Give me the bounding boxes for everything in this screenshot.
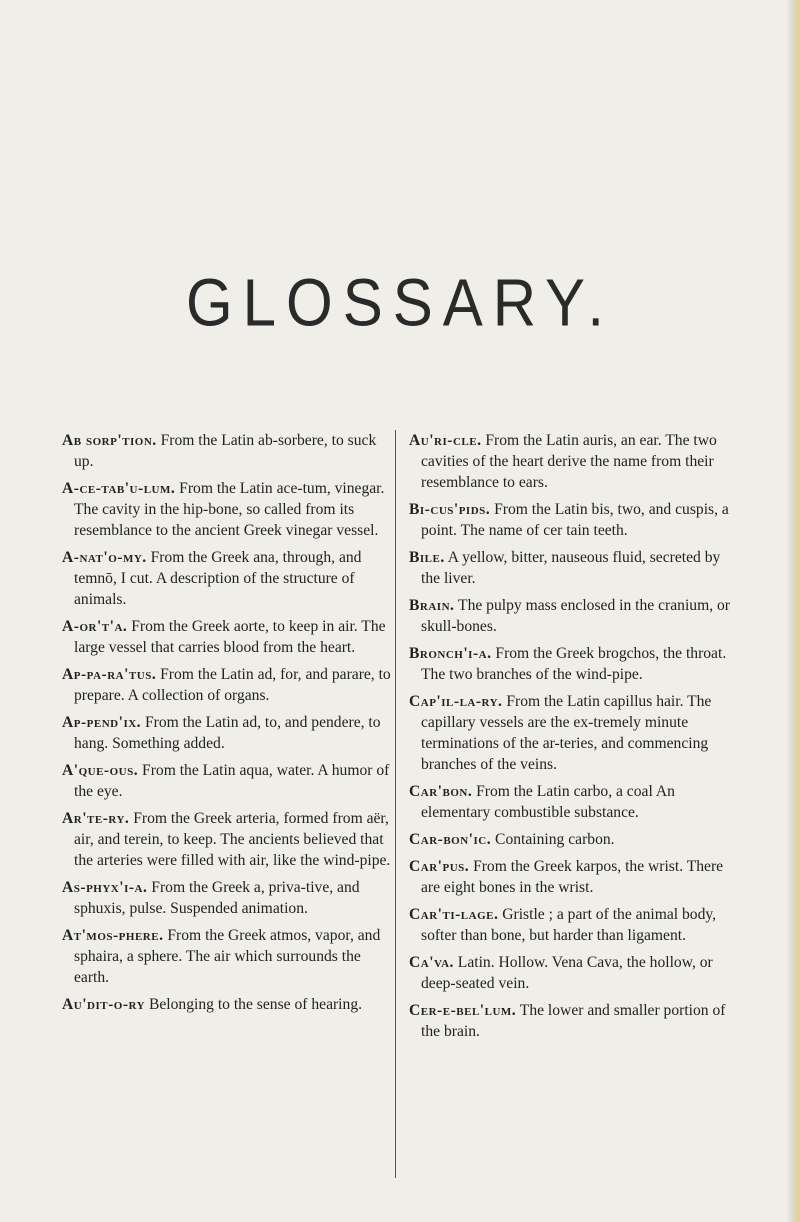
left-column bbox=[62, 430, 392, 1021]
entry-headword: Bi-cus'pids. bbox=[409, 501, 491, 518]
entry-definition: From the Latin capillus hair. The capillary vessels are the ex-tremely minute terminations of the ar-teries, and commencing branches of the veins. bbox=[421, 693, 712, 773]
entry-headword: Cap'il-la-ry. bbox=[409, 693, 503, 710]
entry-headword: Car-bon'ic. bbox=[409, 831, 492, 848]
entry-headword: Bronch'i-a. bbox=[409, 645, 492, 662]
entry-definition: The pulpy mass enclosed in the cranium, or skull-bones. bbox=[421, 597, 730, 635]
entry-definition: Containing carbon. bbox=[491, 831, 615, 848]
entry-definition: From the Greek aorte, to keep in air. The large vessel that carries blood from the heart. bbox=[74, 618, 386, 656]
entry-headword: A'que-ous. bbox=[62, 762, 139, 779]
entry-headword: Car'ti-lage. bbox=[409, 906, 499, 923]
glossary-entry bbox=[62, 712, 392, 754]
entry-definition: From the Latin ad, to, and pendere, to hang. Something added. bbox=[74, 714, 381, 752]
entry-definition: Belonging to the sense of hearing. bbox=[145, 996, 363, 1013]
entry-headword: A-ce-tab'u-lum. bbox=[62, 480, 176, 497]
entry-headword: As-phyx'i-a. bbox=[62, 879, 148, 896]
glossary-entry bbox=[409, 856, 739, 898]
entry-headword: Au'dit-o-ry bbox=[62, 996, 146, 1013]
entry-definition: From the Greek arteria, formed from aër, air, and terein, to keep. The ancients believed that the arteries were filled with air, like the wind-pipe. bbox=[74, 810, 391, 869]
entry-definition: From the Latin bis, two, and cuspis, a point. The name of cer tain teeth. bbox=[421, 501, 729, 539]
glossary-entry bbox=[62, 616, 392, 658]
glossary-entry bbox=[62, 547, 392, 610]
entry-headword: Car'bon. bbox=[409, 783, 473, 800]
entry-headword: Cer-e-bel'lum. bbox=[409, 1002, 517, 1019]
glossary-entry bbox=[409, 829, 739, 850]
entry-definition: The lower and smaller portion of the brain. bbox=[421, 1002, 726, 1040]
entry-definition: Gristle ; a part of the animal body, softer than bone, but harder than ligament. bbox=[421, 906, 717, 944]
glossary-entry bbox=[62, 808, 392, 871]
glossary-entry bbox=[62, 877, 392, 919]
glossary-entry bbox=[409, 904, 739, 946]
glossary-entry bbox=[409, 595, 739, 637]
entry-headword: Ca'va. bbox=[409, 954, 454, 971]
entry-definition: From the Greek atmos, vapor, and sphaira, a sphere. The air which surrounds the earth. bbox=[74, 927, 381, 986]
glossary-entry bbox=[62, 760, 392, 802]
glossary-entry bbox=[409, 781, 739, 823]
entry-definition: From the Greek brogchos, the throat. The two branches of the wind-pipe. bbox=[421, 645, 727, 683]
glossary-entry bbox=[409, 1000, 739, 1042]
entry-headword: A-nat'o-my. bbox=[62, 549, 147, 566]
entry-definition: A yellow, bitter, nauseous fluid, secreted by the liver. bbox=[421, 549, 721, 587]
glossary-entry bbox=[62, 664, 392, 706]
entry-headword: Ab sorp'tion. bbox=[62, 432, 157, 449]
entry-definition: From the Latin ace-tum, vinegar. The cavity in the hip-bone, so called from its resemblance to the ancient Greek vinegar vessel. bbox=[74, 480, 385, 539]
right-column bbox=[409, 430, 739, 1048]
entry-definition: From the Greek ana, through, and temnō, I cut. A description of the structure of animals. bbox=[74, 549, 362, 608]
entry-headword: Ar'te-ry. bbox=[62, 810, 130, 827]
glossary-entry bbox=[409, 952, 739, 994]
entry-definition: From the Latin ad, for, and parare, to prepare. A collection of organs. bbox=[74, 666, 391, 704]
glossary-entry bbox=[409, 430, 739, 493]
glossary-entry bbox=[62, 925, 392, 988]
entry-definition: From the Latin auris, an ear. The two cavities of the heart derive the name from their resemblance to ears. bbox=[421, 432, 717, 491]
entry-headword: Brain. bbox=[409, 597, 455, 614]
entry-headword: Ap-pa-ra'tus. bbox=[62, 666, 157, 683]
entry-headword: Au'ri-cle. bbox=[409, 432, 482, 449]
entry-headword: Ap-pend'ix. bbox=[62, 714, 142, 731]
column-divider bbox=[395, 430, 396, 1178]
entry-headword: Car'pus. bbox=[409, 858, 470, 875]
glossary-entry bbox=[62, 478, 392, 541]
glossary-entry bbox=[409, 643, 739, 685]
entry-definition: Latin. Hollow. Vena Cava, the hollow, or deep-seated vein. bbox=[421, 954, 713, 992]
glossary-entry bbox=[409, 547, 739, 589]
glossary-entry bbox=[62, 430, 392, 472]
entry-headword: Bile. bbox=[409, 549, 445, 566]
entry-definition: From the Latin carbo, a coal An elementary combustible substance. bbox=[421, 783, 675, 821]
glossary-entry bbox=[62, 994, 392, 1015]
entry-definition: From the Greek karpos, the wrist. There are eight bones in the wrist. bbox=[421, 858, 724, 896]
glossary-entry bbox=[409, 499, 739, 541]
page-title: GLOSSARY. bbox=[186, 264, 614, 341]
glossary-entry bbox=[409, 691, 739, 775]
entry-definition: From the Latin ab-sorbere, to suck up. bbox=[74, 432, 377, 470]
entry-headword: At'mos-phere. bbox=[62, 927, 164, 944]
entry-definition: From the Greek a, priva-tive, and sphuxis, pulse. Suspended animation. bbox=[74, 879, 360, 917]
page-edge bbox=[786, 0, 800, 1222]
entry-definition: From the Latin aqua, water. A humor of the eye. bbox=[74, 762, 390, 800]
entry-headword: A-or't'a. bbox=[62, 618, 128, 635]
